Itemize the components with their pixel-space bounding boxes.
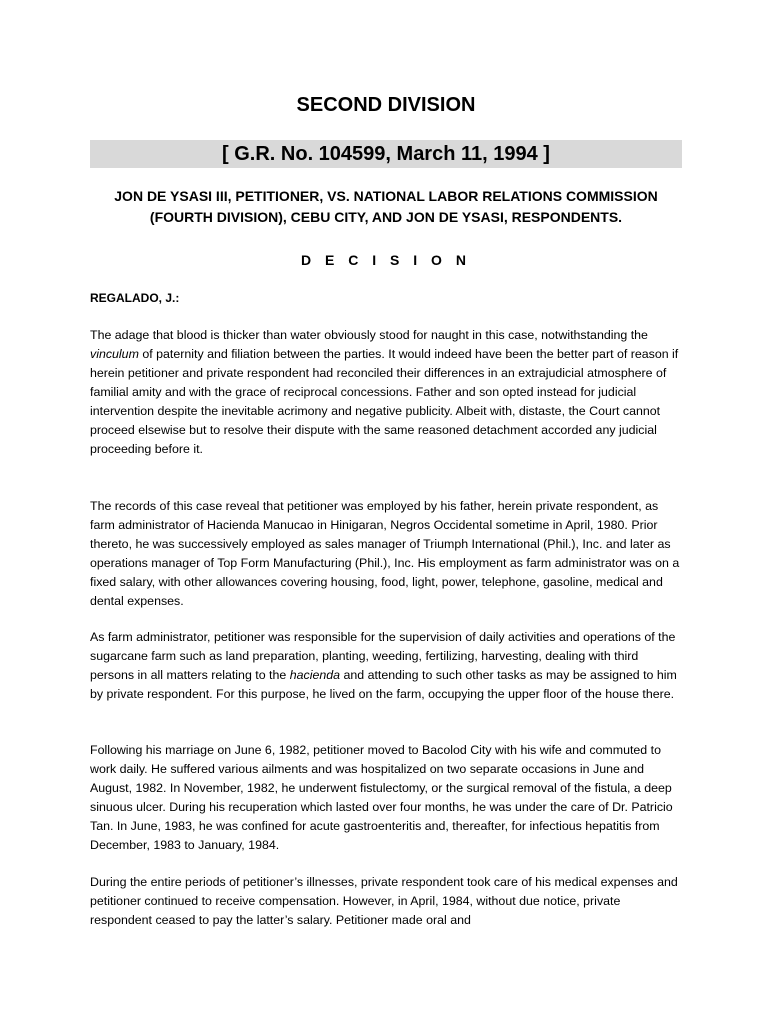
paragraph-1	[90, 326, 682, 459]
paragraph-4: Following his marriage on June 6, 1982, petitioner moved to Bacolod City with his wife and commuted to work daily. He suffered various ailments and was hospitalized on two separate occasions in June and August, 1982. In November, 1982, he underwent fistulectomy, or the surgical removal of the fistula, a deep sinuous ulcer. During his recuperation which lasted over four months, he was under the care of Dr. Patricio Tan. In June, 1983, he was confined for acute gastroenteritis and, thereafter, for infectious hepatitis from December, 1983 to January, 1984.	[90, 743, 673, 852]
parties-line-2: (FOURTH DIVISION), CEBU CITY, AND JON DE YSASI, RESPONDENTS.	[149, 209, 623, 225]
paragraph-2: The records of this case reveal that petitioner was employed by his father, herein private respondent, as farm administrator of Hacienda Manucao in Hinigaran, Negros Occidental sometime in April, 1980. Prior thereto, he was successively employed as sales manager of Triumph International (Phil.), Inc. and later as operations manager of Top Form Manufacturing (Phil.), Inc. His employment as farm administrator was on a fixed salary, with other allowances covering housing, food, light, power, telephone, gasoline, medical and dental expenses.	[90, 499, 680, 608]
parties-line-1: JON DE YSASI III, PETITIONER, VS. NATIONAL LABOR RELATIONS COMMISSION	[114, 188, 658, 204]
decision-heading: D E C I S I O N	[301, 252, 471, 268]
paragraph-1-text-a: The adage that blood is thicker than water obviously stood for naught in this case, notwithstanding the	[90, 328, 648, 342]
document-page	[90, 0, 682, 1024]
ponente-label: REGALADO, J.:	[90, 291, 180, 305]
paragraph-1-emphasis: vinculum	[90, 347, 139, 361]
paragraph-5: During the entire periods of petitioner’s illnesses, private respondent took care of his medical expenses and petitioner continued to receive compensation. However, in April, 1984, without due notice, private respondent ceased to pay the latter’s salary. Petitioner made oral and	[90, 875, 678, 927]
paragraph-3-emphasis: hacienda	[289, 668, 341, 682]
paragraph-3	[90, 628, 682, 704]
case-parties	[90, 186, 682, 228]
paragraph-3-text-a: As farm administrator, petitioner was responsible for the supervision of daily activities and operations of the sugarcane farm such as land preparation, planting, weeding, fertilizing, harvesting, dealing with third persons in all matters relating to the	[90, 630, 676, 682]
division-heading: SECOND DIVISION	[296, 94, 476, 116]
paragraph-3-text-b: and attending to such other tasks as may be assigned to him by private respondent. For this purpose, he lived on the farm, occupying the upper floor of the house there.	[90, 668, 677, 701]
case-number-banner: [ G.R. No. 104599, March 11, 1994 ]	[90, 140, 682, 168]
paragraph-1-text-b: of paternity and filiation between the parties. It would indeed have been the better part of reason if herein petitioner and private respondent had reconciled their differences in an extrajudicial atmosphere of familial amity and with the grace of reciprocal concessions. Father and son opted instead for judicial intervention despite the inevitable acrimony and negative publicity. Albeit with, distaste, the Court cannot proceed elsewise but to resolve their dispute with the same reasoned detachment accorded any judicial proceeding before it.	[90, 347, 679, 456]
